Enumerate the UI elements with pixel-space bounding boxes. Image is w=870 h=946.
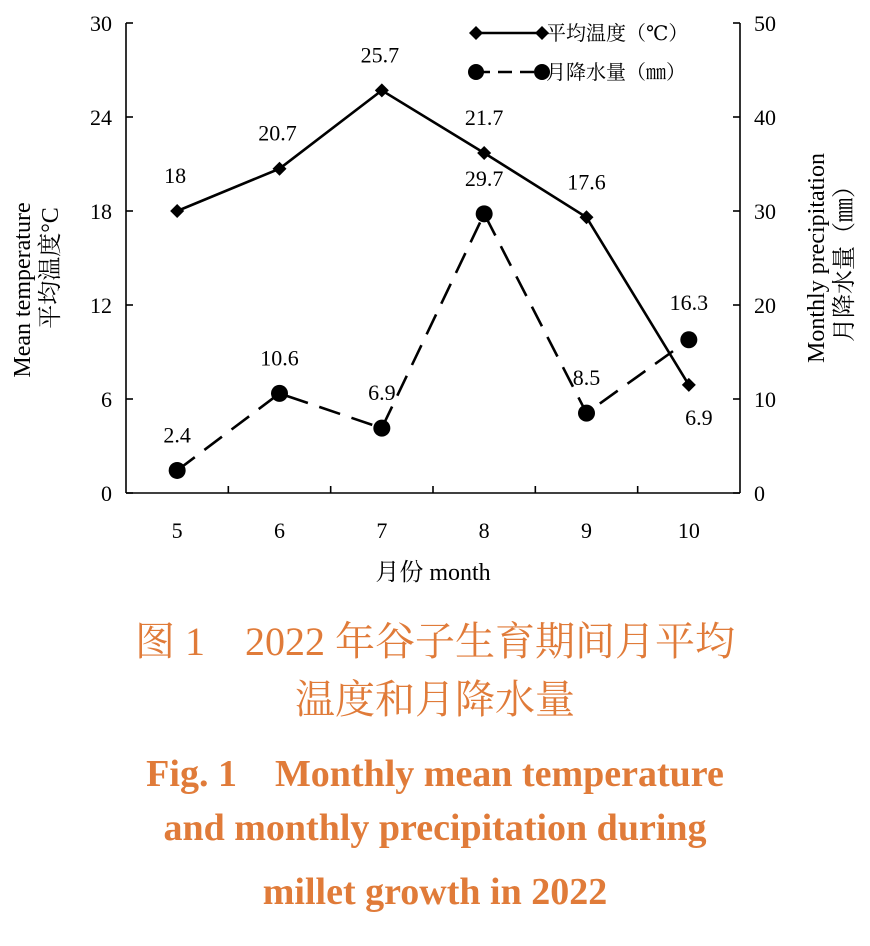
series-1-marker — [170, 204, 184, 218]
legend-marker-diamond — [469, 26, 483, 40]
series-2-marker — [271, 385, 288, 402]
x-tick-label: 9 — [581, 518, 592, 543]
series-1-marker — [580, 210, 594, 224]
series-1-data-label: 17.6 — [567, 169, 606, 195]
series-1-marker — [682, 378, 696, 392]
left-y-tick-label: 30 — [90, 11, 112, 36]
left-axis-title — [10, 202, 64, 377]
series-2-data-label: 29.7 — [464, 165, 504, 191]
legend-marker-circle — [468, 64, 484, 80]
left-y-tick-label: 0 — [101, 481, 112, 506]
series-1-data-label: 20.7 — [258, 120, 297, 146]
caption-en-line-2: and monthly precipitation during — [163, 807, 707, 849]
caption-en-line-3: millet growth in 2022 — [262, 871, 608, 913]
x-tick-label: 10 — [677, 518, 700, 543]
series-1-data-label: 25.7 — [360, 42, 400, 68]
caption-en-line-1: Fig. 1 Monthly mean temperature — [146, 753, 724, 795]
series-2-marker — [680, 331, 697, 348]
legend-label-1: 平均温度（℃） — [546, 23, 689, 45]
right-y-tick-label: 0 — [754, 481, 765, 506]
right-y-tick-label: 50 — [754, 11, 776, 36]
left-axis-title-en: Mean temperature — [10, 202, 36, 378]
series-line-1 — [177, 90, 689, 385]
series-1-data-label: 6.9 — [685, 404, 713, 430]
caption-cn-line-1: 图 1 2022 年谷子生育期间月平均 — [135, 619, 735, 664]
series-2-data-label: 6.9 — [368, 380, 396, 406]
x-tick-label: 8 — [478, 518, 490, 543]
left-y-tick-label: 12 — [90, 293, 112, 318]
series-2-data-label: 2.4 — [163, 422, 191, 448]
series-line-2 — [177, 214, 689, 471]
x-tick-label: 5 — [171, 518, 183, 543]
x-axis-title: 月份 month — [375, 560, 491, 586]
series-1-marker — [477, 146, 491, 160]
right-y-tick-label: 40 — [754, 105, 776, 130]
series-2-marker — [476, 205, 493, 222]
series-2-data-label: 16.3 — [669, 289, 709, 315]
series-2-data-label: 8.5 — [572, 365, 601, 391]
chart-ticks — [90, 11, 776, 543]
series-2-marker — [373, 420, 390, 437]
series-2-marker — [169, 462, 186, 479]
left-axis-title-cn: 平均温度°C — [38, 207, 64, 329]
legend-label-2: 月降水量（㎜） — [546, 62, 686, 84]
x-tick-label: 7 — [376, 518, 388, 543]
chart-series — [169, 83, 698, 479]
chart-axes — [126, 23, 740, 493]
left-y-tick-label: 6 — [101, 387, 112, 412]
series-2-data-label: 10.6 — [260, 345, 299, 371]
right-y-tick-label: 20 — [754, 293, 776, 318]
caption-cn-line-2: 温度和月降水量 — [295, 677, 575, 722]
x-tick-label: 6 — [274, 518, 285, 543]
series-1-data-label: 21.7 — [464, 105, 504, 131]
left-y-tick-label: 24 — [90, 105, 112, 130]
left-y-tick-label: 18 — [90, 199, 112, 224]
series-1-data-label: 18 — [164, 163, 187, 188]
right-axis-title — [804, 153, 858, 363]
chart-data-labels — [163, 42, 712, 447]
right-axis-title-en: Monthly precipitation — [804, 153, 830, 363]
chart-legend — [468, 22, 688, 84]
right-y-tick-label: 30 — [754, 199, 776, 224]
series-2-marker — [578, 405, 595, 422]
right-y-tick-label: 10 — [754, 387, 776, 412]
right-axis-title-cn: 月降水量（㎜） — [832, 174, 858, 342]
